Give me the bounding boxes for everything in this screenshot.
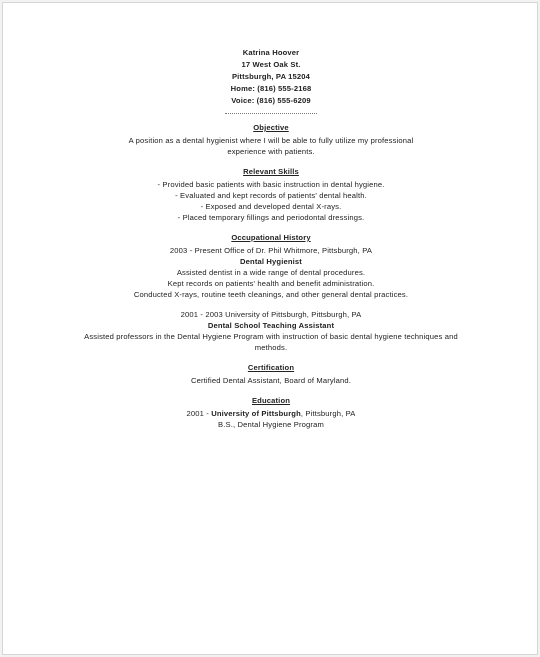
certification-text: Certified Dental Assistant, Board of Maryland. <box>190 376 352 385</box>
skills-heading: Relevant Skills <box>243 167 299 176</box>
job-dates-employer: 2003 - Present Office of Dr. Phil Whitmore, Pittsburgh, PA <box>169 246 373 255</box>
education-school: University of Pittsburgh <box>211 409 301 418</box>
job-duty: methods. <box>254 343 288 352</box>
city-state-zip: Pittsburgh, PA 15204 <box>231 72 311 81</box>
job-entry <box>3 245 539 300</box>
job-spacer <box>3 300 539 309</box>
job-dates-employer: 2001 - 2003 University of Pittsburgh, Pittsburgh, PA <box>180 310 362 319</box>
job-duty: Assisted dentist in a wide range of dental procedures. <box>176 268 366 277</box>
objective-heading: Objective <box>253 123 289 132</box>
skill-item: - Evaluated and kept records of patients' dental health. <box>175 191 367 200</box>
job-duty: Assisted professors in the Dental Hygiene Program with instruction of basic dental hygiene techniques and <box>84 332 458 341</box>
skill-item: - Exposed and developed dental X-rays. <box>200 202 342 211</box>
job-duty: Conducted X-rays, routine teeth cleanings, and other general dental practices. <box>133 290 409 299</box>
education-heading: Education <box>251 396 291 405</box>
job-role: Dental Hygienist <box>240 257 302 266</box>
home-phone: Home: (816) 555-2168 <box>230 84 312 93</box>
objective-line: A position as a dental hygienist where I will be able to fully utilize my professional <box>128 136 414 145</box>
voice-phone: Voice: (816) 555-6209 <box>231 96 311 105</box>
history-heading: Occupational History <box>231 233 311 242</box>
objective-line: experience with patients. <box>227 147 315 156</box>
street-address: 17 West Oak St. <box>241 60 301 69</box>
applicant-name: Katrina Hoover <box>242 48 300 57</box>
objective-text <box>3 135 539 157</box>
education-entry <box>3 408 539 430</box>
skills-list <box>3 179 539 223</box>
resume-page <box>2 2 538 655</box>
education-school-line <box>3 408 539 419</box>
resume-header <box>3 47 539 107</box>
certification-entry <box>3 375 539 386</box>
certification-heading: Certification <box>247 363 295 372</box>
job-role: Dental School Teaching Assistant <box>207 321 335 330</box>
skill-item: - Placed temporary fillings and periodontal dressings. <box>177 213 365 222</box>
education-degree: B.S., Dental Hygiene Program <box>218 420 324 429</box>
education-location: , Pittsburgh, PA <box>300 409 356 418</box>
education-dates: 2001 - <box>186 409 212 418</box>
skill-item: - Provided basic patients with basic instruction in dental hygiene. <box>157 180 385 189</box>
resume-document <box>3 47 539 430</box>
header-divider <box>225 113 317 114</box>
job-duty: Kept records on patients' health and benefit administration. <box>167 279 375 288</box>
job-entry <box>3 309 539 353</box>
